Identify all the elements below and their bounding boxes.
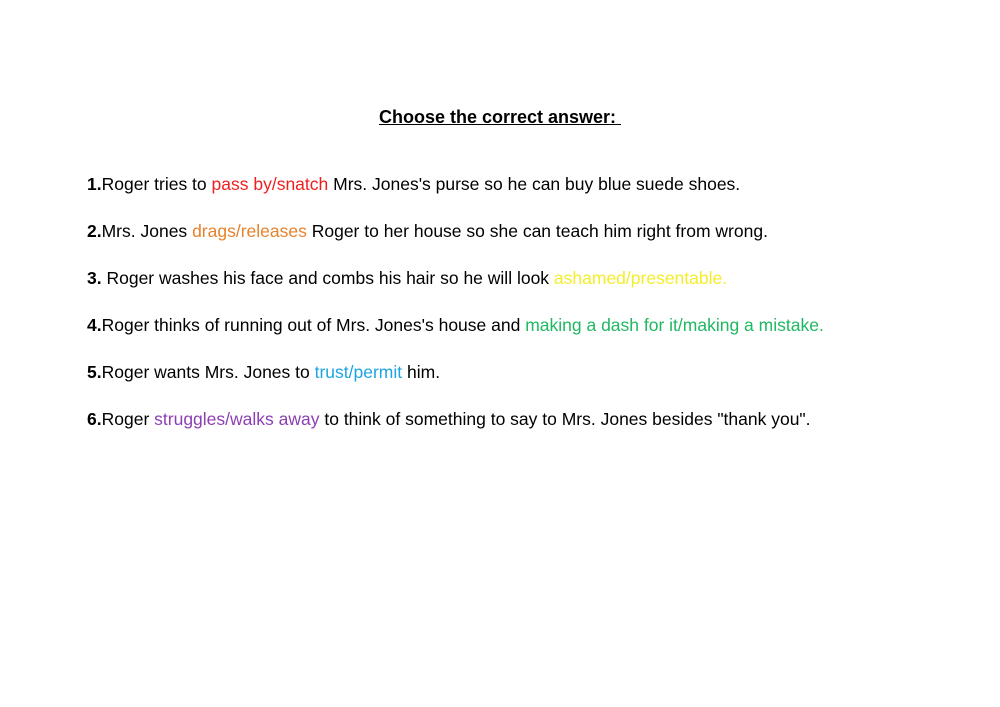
question-text: to think of something to say to Mrs. Jones besides "thank you". (319, 409, 811, 429)
question-number: 1. (87, 174, 102, 194)
question-number: 6. (87, 409, 102, 429)
answer-options[interactable]: making a dash for it/making a mistake. (525, 315, 824, 335)
question-3 (87, 266, 847, 290)
answer-options[interactable]: struggles/walks away (154, 409, 320, 429)
answer-options[interactable]: trust/permit (314, 362, 403, 382)
question-text: Roger wants Mrs. Jones to (101, 362, 315, 382)
question-2 (87, 219, 847, 243)
question-text: Mrs. Jones (101, 221, 193, 241)
answer-options[interactable]: ashamed/presentable. (553, 268, 728, 288)
question-4 (87, 313, 847, 337)
question-text: Roger tries to (101, 174, 212, 194)
question-1 (87, 172, 847, 196)
question-text: him. (402, 362, 441, 382)
question-number: 4. (87, 315, 102, 335)
question-6 (87, 407, 847, 431)
question-text: Roger washes his face and combs his hair so he will look (101, 268, 554, 288)
answer-options[interactable]: drags/releases (192, 221, 307, 241)
question-text: Mrs. Jones's purse so he can buy blue suede shoes. (328, 174, 741, 194)
question-list (87, 172, 847, 454)
question-number: 3. (87, 268, 102, 288)
question-number: 2. (87, 221, 102, 241)
question-text: Roger thinks of running out of Mrs. Jones's house and (101, 315, 526, 335)
question-number: 5. (87, 362, 102, 382)
answer-options[interactable]: pass by/snatch (211, 174, 329, 194)
question-5 (87, 360, 847, 384)
question-text: Roger to her house so she can teach him right from wrong. (306, 221, 768, 241)
page-title: Choose the correct answer: (378, 107, 622, 127)
question-text: Roger (101, 409, 155, 429)
